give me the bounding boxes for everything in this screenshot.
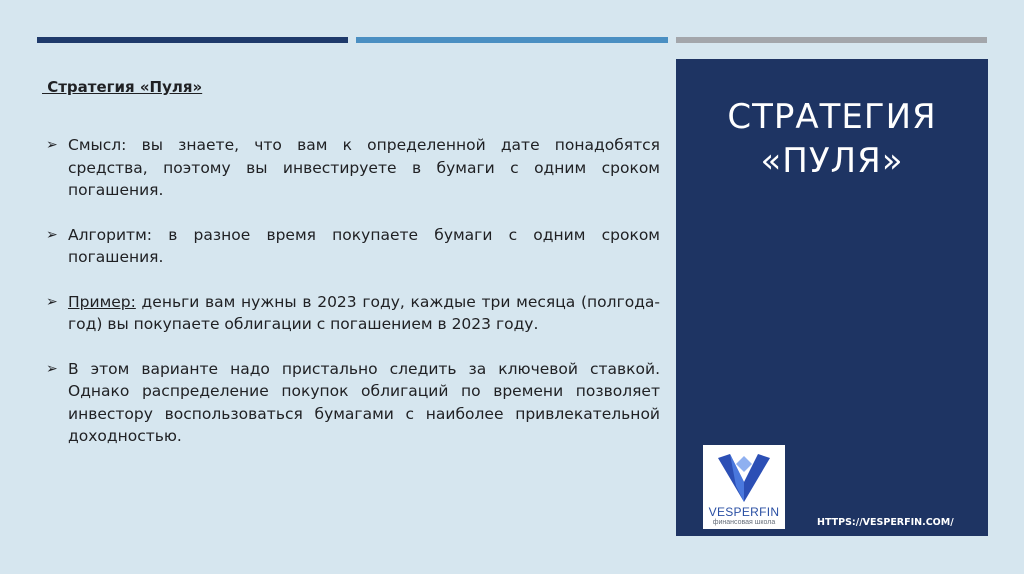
decor-bar-blue xyxy=(356,37,668,43)
arrow-bullet-icon: ➢ xyxy=(46,293,58,310)
decor-bar-dark xyxy=(37,37,348,43)
bullet-item xyxy=(46,134,660,202)
bullet-item xyxy=(46,291,660,336)
slide-subtitle: Стратегия «Пуля» xyxy=(42,78,203,96)
website-link[interactable]: HTTPS://VESPERFIN.COM/ xyxy=(817,517,954,528)
bullet-text: В этом варианте надо пристально следить за ключевой ставкой. Однако распределение покупок облигаций по времени позволяет инвестору воспользоваться бумагами с наиболее привлекательной доходностью. xyxy=(68,359,660,445)
logo-tagline: финансовая школа xyxy=(712,519,776,526)
bullet-item xyxy=(46,358,660,448)
bullet-text: Алгоритм: в разное время покупаете бумаги с одним сроком погашения. xyxy=(68,225,660,266)
decor-bar-gray xyxy=(676,37,987,43)
arrow-bullet-icon: ➢ xyxy=(46,360,58,377)
bullet-lead: Пример: xyxy=(68,292,136,311)
vesperfin-logo[interactable] xyxy=(703,445,785,529)
bullet-list xyxy=(46,134,660,470)
bullet-text: деньги вам нужны в 2023 году, каждые три месяца (полгода-год) вы покупаете облигации с погашением в 2023 году. xyxy=(68,292,660,333)
arrow-bullet-icon: ➢ xyxy=(46,226,58,243)
bullet-item xyxy=(46,224,660,269)
logo-name: VESPERFIN xyxy=(708,505,780,519)
slide-title xyxy=(676,95,988,183)
bullet-text: Смысл: вы знаете, что вам к определенной дате понадобятся средства, поэтому вы инвестируете в бумаги с одним сроком погашения. xyxy=(68,136,660,199)
title-panel xyxy=(676,59,988,536)
vesperfin-logo-icon xyxy=(716,452,772,504)
arrow-bullet-icon: ➢ xyxy=(46,137,58,153)
slide-title-line-2: «ПУЛЯ» xyxy=(760,141,904,181)
slide-title-line-1: СТРАТЕГИЯ xyxy=(727,97,937,137)
